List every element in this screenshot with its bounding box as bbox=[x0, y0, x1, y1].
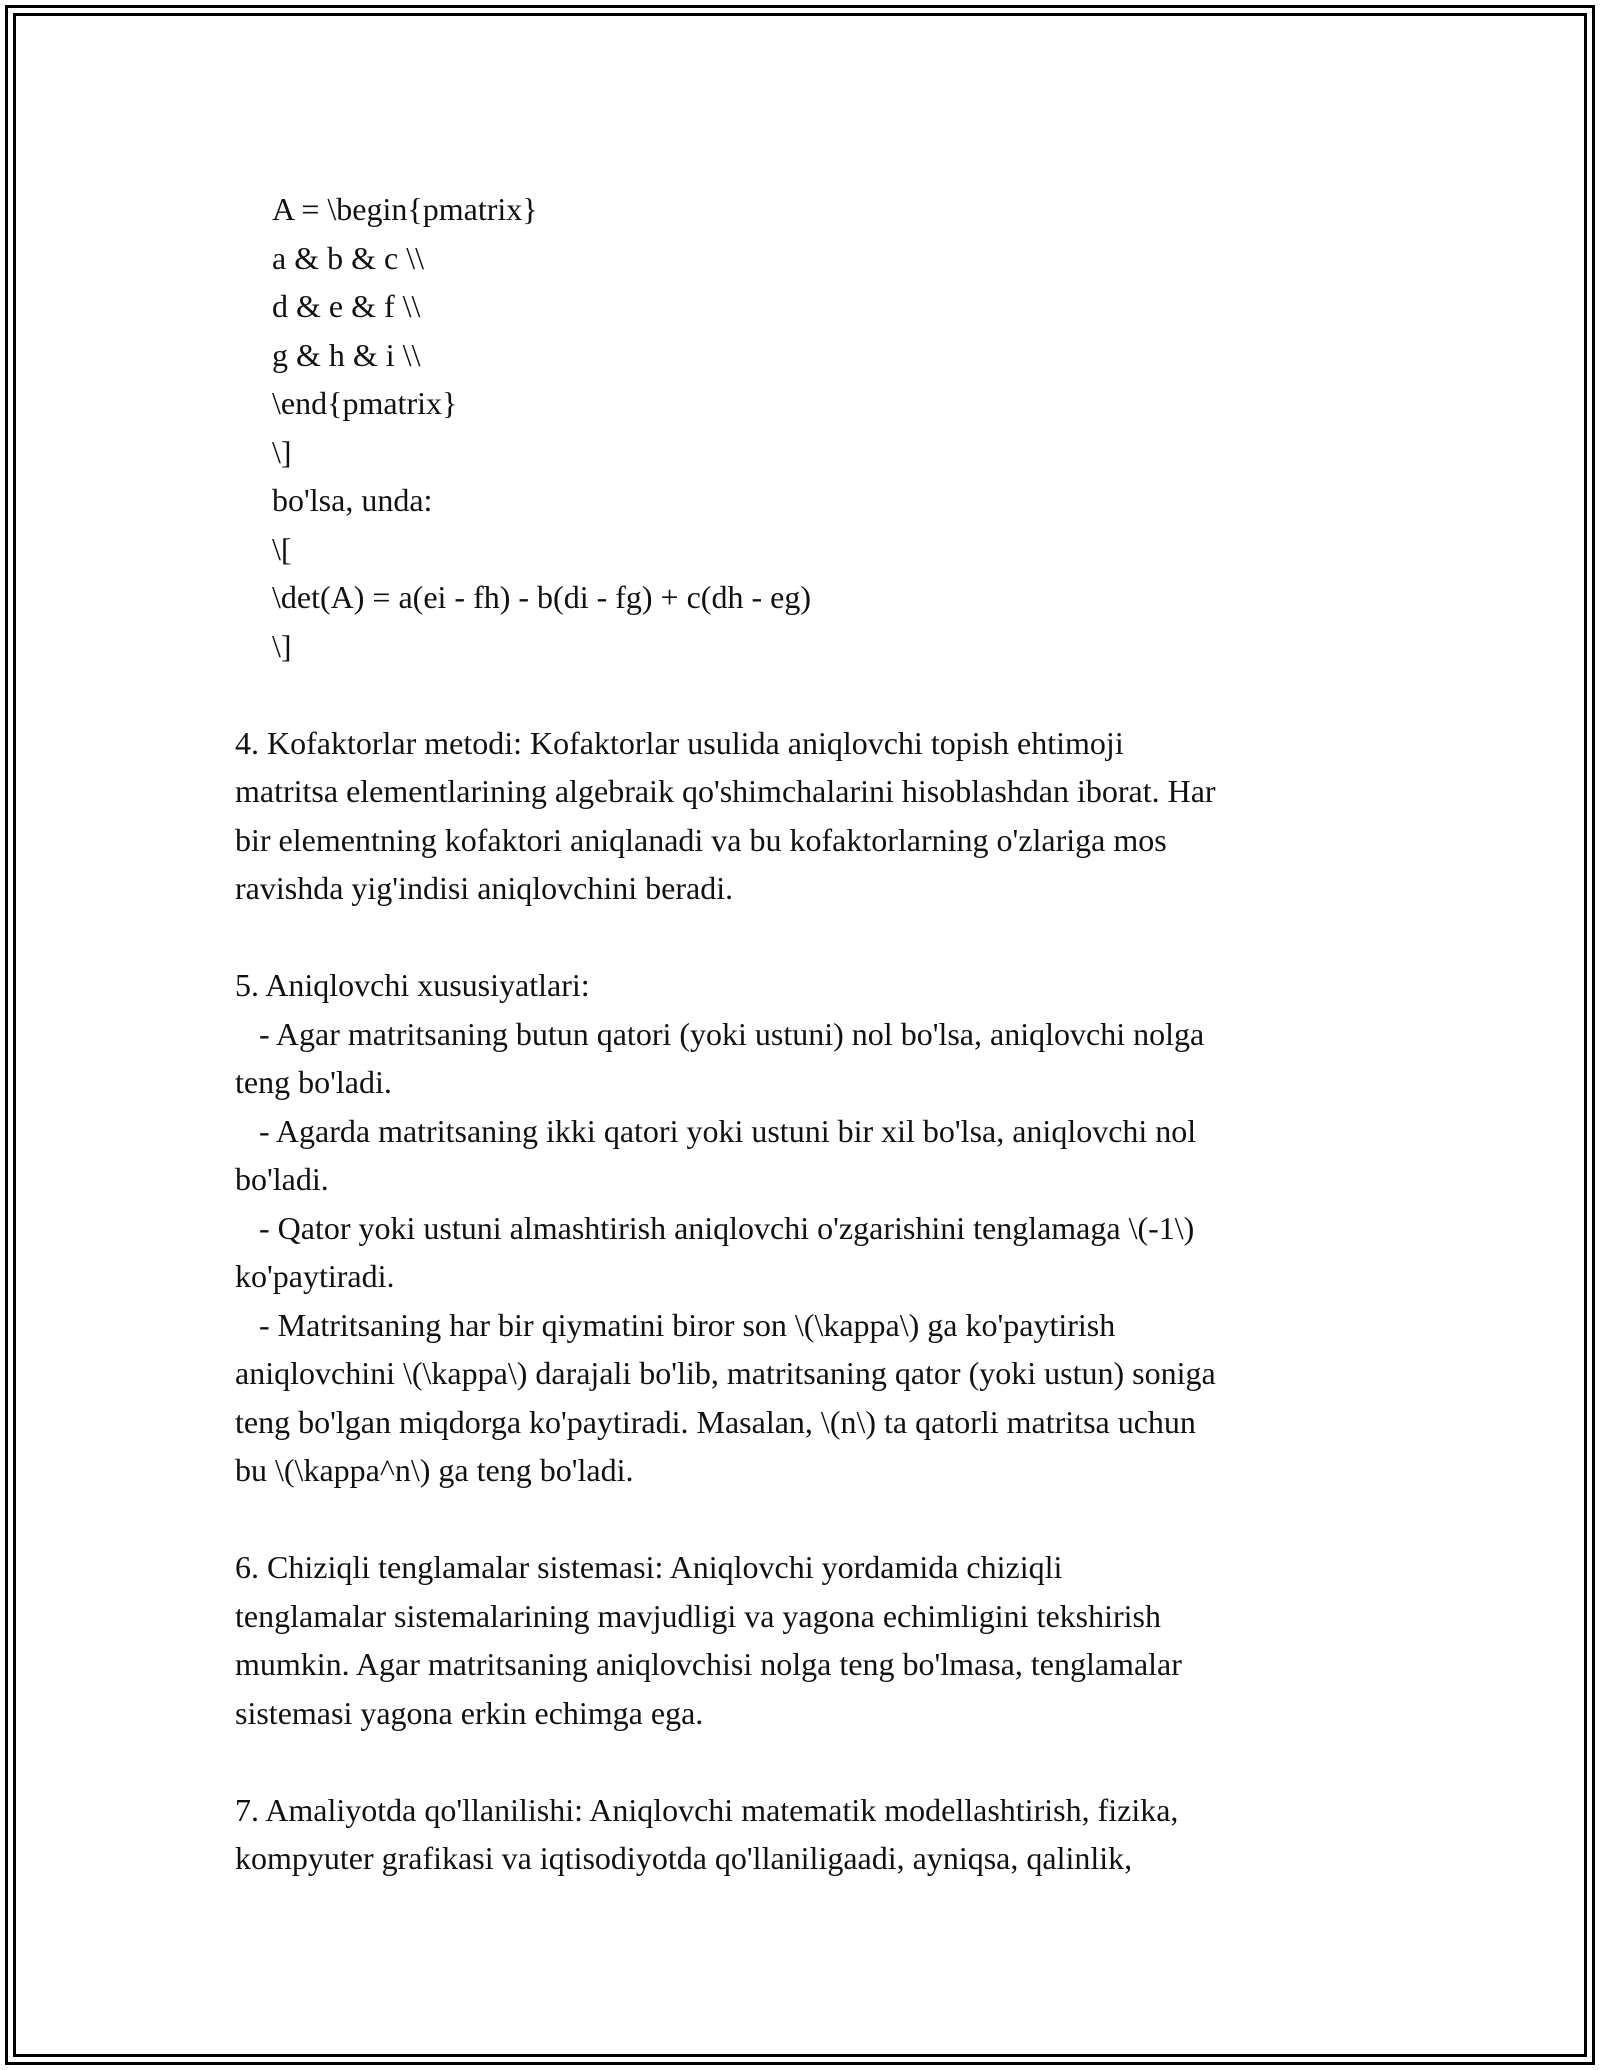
paragraph-line: aniqlovchini \(\kappa\) darajali bo'lib, matritsaning qator (yoki ustun) soniga bbox=[235, 1355, 1216, 1391]
paragraph-gap bbox=[235, 1737, 1365, 1786]
section-amaliyotda-qollanilishi bbox=[235, 1786, 1365, 1883]
formula-line: d & e & f \\ bbox=[272, 288, 421, 324]
formula-line: \] bbox=[272, 433, 292, 470]
paragraph-line: ko'paytiradi. bbox=[235, 1258, 395, 1294]
paragraph-line: 5. Aniqlovchi xususiyatlari: bbox=[235, 967, 590, 1003]
paragraph-line: 6. Chiziqli tenglamalar sistemasi: Aniqlovchi yordamida chiziqli bbox=[235, 1549, 1063, 1585]
paragraph-gap bbox=[235, 913, 1365, 962]
paragraph-line: teng bo'lgan miqdorga ko'paytiradi. Masalan, \(n\) ta qatorli matritsa uchun bbox=[235, 1403, 1196, 1440]
paragraph-line: - Agarda matritsaning ikki qatori yoki ustuni bir xil bo'lsa, aniqlovchi nol bbox=[235, 1112, 1197, 1149]
paragraph-line: teng bo'ladi. bbox=[235, 1064, 392, 1100]
section-chiziqli-tenglamalar bbox=[235, 1543, 1365, 1737]
formula-block bbox=[235, 185, 1365, 670]
section-kofaktorlar-metodi bbox=[235, 719, 1365, 913]
paragraph-line: bo'ladi. bbox=[235, 1161, 329, 1197]
paragraph-line: - Agar matritsaning butun qatori (yoki ustuni) nol bo'lsa, aniqlovchi nolga bbox=[235, 1015, 1205, 1052]
formula-line: \det(A) = a(ei - fh) - b(di - fg) + c(dh - eg) bbox=[272, 579, 811, 615]
paragraph-line: - Matritsaning har bir qiymatini biror son \(\kappa\) ga ko'paytirish bbox=[235, 1306, 1116, 1343]
paragraph-line: ravishda yig'indisi aniqlovchini beradi. bbox=[235, 870, 734, 906]
section-aniqlovchi-xususiyatlari bbox=[235, 961, 1365, 1495]
paragraph-line: bir elementning kofaktori aniqlanadi va bu kofaktorlarning o'zlariga mos bbox=[235, 821, 1167, 858]
formula-line: \end{pmatrix} bbox=[272, 385, 458, 421]
paragraph-line: - Qator yoki ustuni almashtirish aniqlovchi o'zgarishini tenglamaga \(-1\) bbox=[235, 1209, 1195, 1246]
document-body bbox=[235, 185, 1365, 1883]
formula-line: a & b & c \\ bbox=[272, 239, 424, 276]
formula-line: \[ bbox=[272, 530, 292, 567]
formula-line: bo'lsa, unda: bbox=[272, 482, 433, 518]
paragraph-line: mumkin. Agar matritsaning aniqlovchisi nolga teng bo'lmasa, tenglamalar bbox=[235, 1646, 1182, 1682]
paragraph-gap bbox=[235, 1495, 1365, 1544]
paragraph-line: 4. Kofaktorlar metodi: Kofaktorlar usulida aniqlovchi topish ehtimoji bbox=[235, 724, 1124, 761]
formula-line: A = \begin{pmatrix} bbox=[272, 191, 538, 227]
paragraph-line: kompyuter grafikasi va iqtisodiyotda qo'llaniligaadi, ayniqsa, qalinlik, bbox=[235, 1840, 1133, 1876]
paragraph-line: matritsa elementlarining algebraik qo'shimchalarini hisoblashdan iborat. Har bbox=[235, 773, 1216, 809]
paragraph-gap bbox=[235, 670, 1365, 719]
paragraph-line: 7. Amaliyotda qo'llanilishi: Aniqlovchi matematik modellashtirish, fizika, bbox=[235, 1791, 1179, 1828]
formula-line: g & h & i \\ bbox=[272, 336, 421, 373]
paragraph-line: bu \(\kappa^n\) ga teng bo'ladi. bbox=[235, 1452, 634, 1488]
paragraph-line: tenglamalar sistemalarining mavjudligi va yagona echimligini tekshirish bbox=[235, 1597, 1161, 1634]
formula-line: \] bbox=[272, 627, 292, 664]
paragraph-line: sistemasi yagona erkin echimga ega. bbox=[235, 1694, 704, 1731]
